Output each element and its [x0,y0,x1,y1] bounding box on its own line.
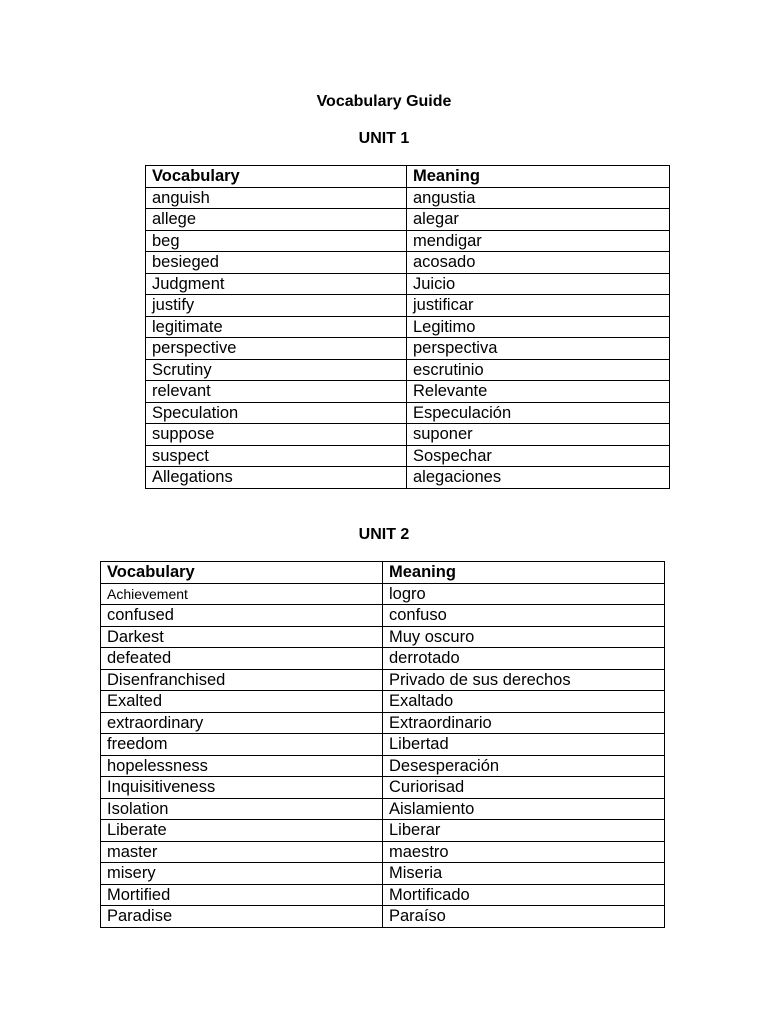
meaning-cell: maestro [383,841,665,863]
vocabulary-cell: Mortified [101,884,383,906]
meaning-cell: Extraordinario [383,712,665,734]
vocabulary-cell: besieged [146,252,407,274]
meaning-cell: Exaltado [383,691,665,713]
vocabulary-cell: misery [101,863,383,885]
meaning-cell: suponer [407,424,670,446]
vocabulary-cell: Inquisitiveness [101,777,383,799]
vocabulary-cell: beg [146,230,407,252]
vocabulary-cell: Disenfranchised [101,669,383,691]
table-row [146,273,670,295]
table-row [146,381,670,403]
unit1-heading: UNIT 1 [358,130,410,147]
table-row [146,338,670,360]
table-row [101,669,665,691]
vocabulary-cell: suppose [146,424,407,446]
table-row [146,467,670,489]
table-row [101,841,665,863]
vocabulary-cell: Judgment [146,273,407,295]
vocabulary-cell: Liberate [101,820,383,842]
table-row [146,252,670,274]
table-row [146,187,670,209]
column-header-vocabulary: Vocabulary [101,562,383,584]
meaning-cell: justificar [407,295,670,317]
meaning-cell: alegaciones [407,467,670,489]
vocabulary-cell: Achievement [101,583,383,605]
vocabulary-cell: freedom [101,734,383,756]
meaning-cell: Legitimo [407,316,670,338]
vocabulary-cell: master [101,841,383,863]
vocabulary-cell: relevant [146,381,407,403]
vocabulary-cell: suspect [146,445,407,467]
meaning-cell: confuso [383,605,665,627]
meaning-cell: Liberar [383,820,665,842]
table-row [146,424,670,446]
meaning-cell: Relevante [407,381,670,403]
table-row [101,906,665,928]
table-row [101,734,665,756]
meaning-cell: acosado [407,252,670,274]
vocabulary-cell: Allegations [146,467,407,489]
table-row [146,402,670,424]
meaning-cell: Privado de sus derechos [383,669,665,691]
table-row [146,230,670,252]
table-row [101,884,665,906]
vocabulary-cell: Darkest [101,626,383,648]
table-row [146,316,670,338]
meaning-cell: Miseria [383,863,665,885]
vocabulary-cell: confused [101,605,383,627]
vocabulary-cell: Scrutiny [146,359,407,381]
vocabulary-cell: Exalted [101,691,383,713]
meaning-cell: mendigar [407,230,670,252]
table-row [101,626,665,648]
vocabulary-cell: extraordinary [101,712,383,734]
table-row [146,359,670,381]
table-row [101,583,665,605]
vocabulary-cell: anguish [146,187,407,209]
meaning-cell: alegar [407,209,670,231]
meaning-cell: escrutinio [407,359,670,381]
table-header-row [146,166,670,188]
meaning-cell: Libertad [383,734,665,756]
table-row [146,445,670,467]
meaning-cell: Sospechar [407,445,670,467]
vocabulary-cell: Isolation [101,798,383,820]
table-row [101,648,665,670]
meaning-cell: Muy oscuro [383,626,665,648]
meaning-cell: angustia [407,187,670,209]
table-row [101,605,665,627]
meaning-cell: Mortificado [383,884,665,906]
table-row [146,295,670,317]
vocabulary-cell: Paradise [101,906,383,928]
document-title: Vocabulary Guide [316,93,452,110]
vocabulary-cell: perspective [146,338,407,360]
table-row [146,209,670,231]
column-header-vocabulary: Vocabulary [146,166,407,188]
table-row [101,863,665,885]
meaning-cell: Paraíso [383,906,665,928]
unit2-vocabulary-table [100,561,665,928]
meaning-cell: perspectiva [407,338,670,360]
table-row [101,712,665,734]
vocabulary-cell: defeated [101,648,383,670]
meaning-cell: logro [383,583,665,605]
column-header-meaning: Meaning [407,166,670,188]
meaning-cell: Aislamiento [383,798,665,820]
meaning-cell: derrotado [383,648,665,670]
meaning-cell: Desesperación [383,755,665,777]
column-header-meaning: Meaning [383,562,665,584]
table-row [101,798,665,820]
vocabulary-cell: justify [146,295,407,317]
table-row [101,691,665,713]
meaning-cell: Juicio [407,273,670,295]
unit1-vocabulary-table [145,165,670,489]
vocabulary-cell: legitimate [146,316,407,338]
unit2-heading: UNIT 2 [358,526,410,543]
meaning-cell: Curiorisad [383,777,665,799]
vocabulary-cell: hopelessness [101,755,383,777]
table-header-row [101,562,665,584]
table-row [101,777,665,799]
table-row [101,820,665,842]
vocabulary-cell: allege [146,209,407,231]
table-row [101,755,665,777]
meaning-cell: Especulación [407,402,670,424]
vocabulary-cell: Speculation [146,402,407,424]
